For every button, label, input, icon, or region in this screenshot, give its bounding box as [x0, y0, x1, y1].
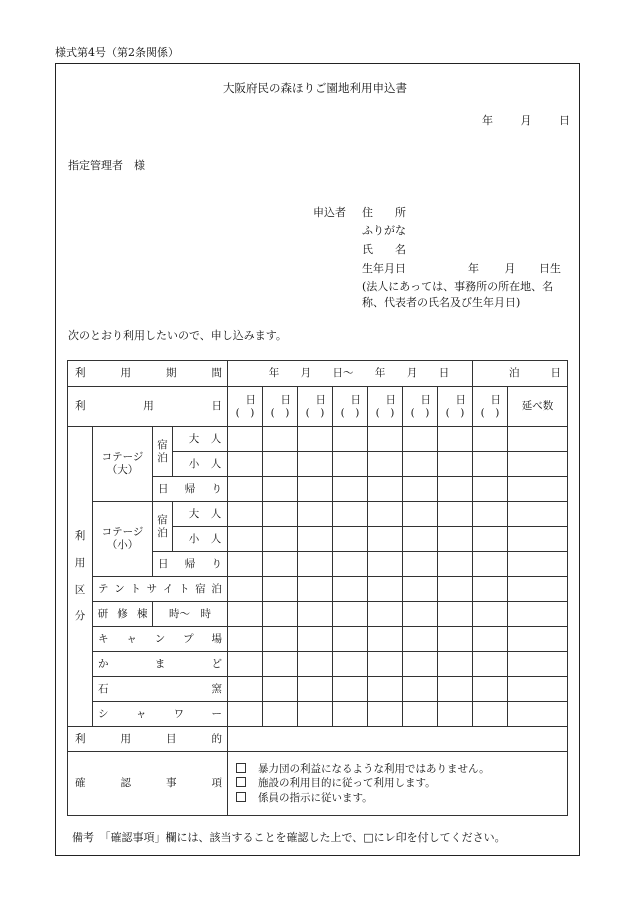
input-cell[interactable]: [403, 602, 438, 627]
input-cell[interactable]: [368, 677, 403, 702]
input-cell[interactable]: [473, 677, 508, 702]
input-cell[interactable]: [298, 452, 333, 477]
input-cell[interactable]: [228, 652, 263, 677]
input-cell[interactable]: [263, 677, 298, 702]
corporate-note-line1: (法人にあっては、事務所の所在地、名: [362, 280, 554, 293]
applicant-furigana-field: ふりがな: [362, 224, 406, 237]
input-cell[interactable]: [298, 602, 333, 627]
input-cell[interactable]: [508, 527, 568, 552]
training-time-input[interactable]: 時～ 時: [153, 602, 228, 627]
total-days-header: 延べ数: [508, 387, 568, 427]
usedate-row: [68, 387, 568, 427]
input-cell[interactable]: [508, 577, 568, 602]
tent-row: [68, 577, 568, 602]
tent-site-label: テ ン ト サ イ ト 宿 泊: [93, 577, 228, 602]
applicant-address-field: 住 所: [362, 206, 406, 219]
day-cell[interactable]: 日 ( ): [368, 387, 403, 427]
input-cell[interactable]: [333, 477, 368, 502]
nights-input[interactable]: 泊 日: [473, 361, 568, 387]
usedate-label: 利 用 日: [68, 387, 228, 427]
input-cell[interactable]: [263, 502, 298, 527]
input-cell[interactable]: [228, 502, 263, 527]
applicant-label: 申込者: [313, 206, 346, 219]
input-cell[interactable]: [508, 677, 568, 702]
input-cell[interactable]: [298, 677, 333, 702]
form-number-label: 様式第4号（第2条関係）: [55, 46, 179, 59]
input-cell[interactable]: [508, 652, 568, 677]
day-cell[interactable]: 日 ( ): [473, 387, 508, 427]
input-cell[interactable]: [368, 702, 403, 727]
input-cell[interactable]: [333, 527, 368, 552]
purpose-label: 利 用 目 的: [68, 727, 228, 752]
category-label: 利 用 区 分: [68, 427, 93, 727]
input-cell[interactable]: [333, 652, 368, 677]
input-cell[interactable]: [263, 602, 298, 627]
input-cell[interactable]: [438, 552, 473, 577]
confirm-item[interactable]: 係員の指示に従います。: [236, 792, 567, 805]
period-label: 利 用 期 間: [68, 361, 228, 387]
input-cell[interactable]: [368, 552, 403, 577]
input-cell[interactable]: [298, 627, 333, 652]
input-cell[interactable]: [508, 477, 568, 502]
input-cell[interactable]: [263, 702, 298, 727]
date-day: 日: [559, 114, 570, 127]
input-cell[interactable]: [368, 652, 403, 677]
stay-label: 宿 泊: [153, 427, 173, 477]
stone-kiln-label: 石 窯: [93, 677, 228, 702]
input-cell[interactable]: [403, 677, 438, 702]
applicant-name-field: 氏 名: [362, 243, 406, 256]
adult-label: 大 人: [173, 502, 228, 527]
input-cell[interactable]: [228, 452, 263, 477]
input-cell[interactable]: [473, 577, 508, 602]
input-cell[interactable]: [228, 702, 263, 727]
input-cell[interactable]: [368, 477, 403, 502]
day-cell[interactable]: 日 ( ): [438, 387, 473, 427]
input-cell[interactable]: [368, 427, 403, 452]
applicant-birthdate-field: 生年月日: [362, 262, 406, 275]
birthdate-units: 年 月 日生: [468, 262, 561, 275]
period-row: [68, 361, 568, 387]
input-cell[interactable]: [298, 427, 333, 452]
input-cell[interactable]: [228, 477, 263, 502]
day-cell[interactable]: 日 ( ): [298, 387, 333, 427]
input-cell[interactable]: [438, 677, 473, 702]
input-cell[interactable]: [333, 702, 368, 727]
input-cell[interactable]: [473, 702, 508, 727]
addressee: 指定管理者 様: [68, 159, 145, 172]
adult-label: 大 人: [173, 427, 228, 452]
input-cell[interactable]: [438, 602, 473, 627]
application-table: [67, 360, 568, 816]
input-cell[interactable]: [473, 652, 508, 677]
input-cell[interactable]: [403, 427, 438, 452]
campsite-label: キ ャ ン プ 場: [93, 627, 228, 652]
input-cell[interactable]: [473, 427, 508, 452]
input-cell[interactable]: [368, 452, 403, 477]
input-cell[interactable]: [473, 527, 508, 552]
confirm-item[interactable]: 施設の利用目的に従って利用します。: [236, 777, 567, 790]
day-cell[interactable]: 日 ( ): [333, 387, 368, 427]
input-cell[interactable]: [508, 552, 568, 577]
corporate-note-line2: 称、代表者の氏名及び生年月日): [362, 296, 521, 309]
input-cell[interactable]: [473, 627, 508, 652]
cottage-large-label: コテージ（大）: [93, 427, 153, 502]
input-cell[interactable]: [298, 702, 333, 727]
input-cell[interactable]: [263, 427, 298, 452]
training-building-label: 研 修 棟: [93, 602, 153, 627]
input-cell[interactable]: [438, 502, 473, 527]
input-cell[interactable]: [228, 527, 263, 552]
input-cell[interactable]: [438, 452, 473, 477]
input-cell[interactable]: [403, 577, 438, 602]
input-cell[interactable]: [368, 527, 403, 552]
day-cell[interactable]: 日 ( ): [228, 387, 263, 427]
input-cell[interactable]: [403, 652, 438, 677]
camp-row: [68, 627, 568, 652]
input-cell[interactable]: [403, 627, 438, 652]
intro-text: 次のとおり利用したいので、申し込みます。: [68, 329, 287, 342]
input-cell[interactable]: [473, 602, 508, 627]
checkbox-icon[interactable]: [236, 763, 246, 773]
daytrip-label: 日 帰 り: [153, 477, 228, 502]
input-cell[interactable]: [333, 502, 368, 527]
input-cell[interactable]: [438, 577, 473, 602]
input-cell[interactable]: [473, 502, 508, 527]
daytrip-label: 日 帰 り: [153, 552, 228, 577]
input-cell[interactable]: [508, 602, 568, 627]
kiln-row: [68, 677, 568, 702]
training-row: [68, 602, 568, 627]
child-label: 小 人: [173, 452, 228, 477]
input-cell[interactable]: [473, 452, 508, 477]
input-cell[interactable]: [473, 552, 508, 577]
input-cell[interactable]: [508, 627, 568, 652]
input-cell[interactable]: [298, 552, 333, 577]
confirm-row: [68, 752, 568, 816]
input-cell[interactable]: [438, 527, 473, 552]
shower-row: [68, 702, 568, 727]
kamado-label: か ま ど: [93, 652, 228, 677]
confirm-items: [228, 752, 568, 816]
input-cell[interactable]: [333, 552, 368, 577]
day-cell[interactable]: 日 ( ): [263, 387, 298, 427]
input-cell[interactable]: [333, 627, 368, 652]
input-cell[interactable]: [263, 627, 298, 652]
confirm-label: 確 認 事 項: [68, 752, 228, 816]
input-cell[interactable]: [298, 652, 333, 677]
input-cell[interactable]: [263, 652, 298, 677]
checkbox-icon[interactable]: [236, 792, 246, 802]
purpose-input[interactable]: [228, 727, 568, 752]
input-cell[interactable]: [438, 702, 473, 727]
input-cell[interactable]: [333, 602, 368, 627]
shower-label: シ ャ ワ ー: [93, 702, 228, 727]
input-cell[interactable]: [508, 502, 568, 527]
input-cell[interactable]: [228, 552, 263, 577]
input-cell[interactable]: [228, 577, 263, 602]
input-cell[interactable]: [438, 627, 473, 652]
input-cell[interactable]: [508, 427, 568, 452]
input-cell[interactable]: [263, 577, 298, 602]
input-cell[interactable]: [403, 502, 438, 527]
input-cell[interactable]: [298, 502, 333, 527]
cottage-small-adult-row: [68, 502, 568, 527]
stay-label: 宿 泊: [153, 502, 173, 552]
submission-date: [482, 115, 570, 126]
remarks-note: 備考 「確認事項」欄には、該当することを確認した上で、□にレ印を付してください。: [72, 831, 506, 844]
period-input[interactable]: 年 月 日～ 年 月 日: [228, 361, 473, 387]
input-cell[interactable]: [228, 427, 263, 452]
input-cell[interactable]: [263, 527, 298, 552]
checkbox-icon[interactable]: [236, 777, 246, 787]
form-title: 大阪府民の森ほりご園地利用申込書: [223, 81, 407, 95]
purpose-row: [68, 727, 568, 752]
kamado-row: [68, 652, 568, 677]
input-cell[interactable]: [508, 452, 568, 477]
input-cell[interactable]: [403, 527, 438, 552]
input-cell[interactable]: [438, 427, 473, 452]
input-cell[interactable]: [333, 577, 368, 602]
input-cell[interactable]: [403, 477, 438, 502]
cottage-small-label: コテージ（小）: [93, 502, 153, 577]
input-cell[interactable]: [438, 477, 473, 502]
input-cell[interactable]: [333, 427, 368, 452]
date-month: 月: [520, 114, 532, 127]
input-cell[interactable]: [298, 527, 333, 552]
cottage-large-adult-row: [68, 427, 568, 452]
input-cell[interactable]: [263, 552, 298, 577]
input-cell[interactable]: [333, 677, 368, 702]
input-cell[interactable]: [298, 477, 333, 502]
input-cell[interactable]: [403, 552, 438, 577]
confirm-item[interactable]: 暴力団の利益になるような利用ではありません。: [236, 763, 567, 776]
day-cell[interactable]: 日 ( ): [403, 387, 438, 427]
input-cell[interactable]: [368, 502, 403, 527]
input-cell[interactable]: [368, 577, 403, 602]
input-cell[interactable]: [368, 602, 403, 627]
input-cell[interactable]: [228, 602, 263, 627]
child-label: 小 人: [173, 527, 228, 552]
input-cell[interactable]: [333, 452, 368, 477]
input-cell[interactable]: [368, 627, 403, 652]
input-cell[interactable]: [263, 452, 298, 477]
input-cell[interactable]: [438, 652, 473, 677]
input-cell[interactable]: [473, 477, 508, 502]
input-cell[interactable]: [228, 677, 263, 702]
input-cell[interactable]: [508, 702, 568, 727]
input-cell[interactable]: [263, 477, 298, 502]
input-cell[interactable]: [298, 577, 333, 602]
input-cell[interactable]: [403, 452, 438, 477]
input-cell[interactable]: [403, 702, 438, 727]
input-cell[interactable]: [228, 627, 263, 652]
date-year: 年: [482, 114, 493, 127]
